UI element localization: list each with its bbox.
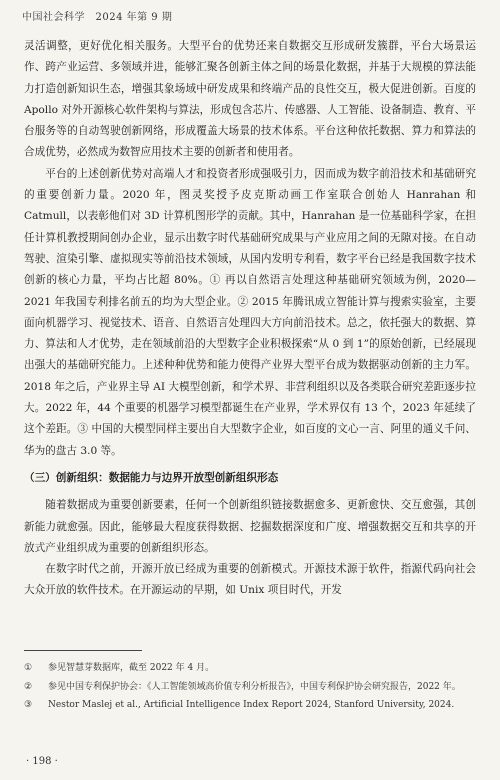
footnote [24, 679, 476, 696]
section-heading: （三）创新组织：数据能力与边界开放型创新组织形态 [24, 471, 279, 484]
footnotes [24, 660, 476, 716]
footnote-marker: ② [24, 681, 33, 692]
footnote-marker: ① [24, 663, 33, 673]
page-number: · 198 · [26, 756, 58, 767]
footnote-text: Nestor Maslej et al., Artificial Intelligence Index Report 2024, Stanford University, 2024. [48, 700, 455, 710]
footnote [24, 660, 476, 677]
paragraph: 平台的上述创新优势对高端人才和投资者形成强吸引力，因而成为数字前沿技术和基础研究的重要创新力量。2020 年，图灵奖授予皮克斯动画工作室联合创始人 Hanrahan 和 Catmull，以表彰他们对 3D 计算机图形学的贡献。其中，Hanrahan 是一位基础科学家，在担任计算机教授期间创办企业，显示出数字时代基础研究成果与产业应用之间的无隙对接。在自动驾驶、渲染引擎、虚拟现实等前沿技术领域，从国内发明专利看，数字平台已经是我国数字技术创新的核心力量，平均占比超 80%。① 再以自然语言处理这种基础研究领域为例，2020—2021 年我国专利排名前五的均为大型企业。② 2015 年腾讯成立智能计算与搜索实验室，主要面向机器学习、视觉技术、语音、自然语言处理四大方向前沿技术。总之，依托强大的数据、算力、算法和人才优势，走在领域前沿的大型数字企业积极探索“从 0 到 1”的原始创新，已经展现出强大的基础研究能力。上述种种优势和能力使得产业界大型平台成为数据驱动创新的主力军。2018 年之后，产业界主导 AI 大模型创新，和学术界、非营利组织以及各类联合研究差距逐步拉大。2022 年，44 个重要的机器学习模型都诞生在产业界，学术界仅有 13 个，2023 年延续了这个差距。③ 中国的大模型同样主要出自大型数字企业，如百度的文心一言、阿里的通义千问、华为的盘古 3.0 等。 [24, 167, 476, 457]
footnote-text: 参见中国专利保护协会：《人工智能领域高价值专利分析报告》，中国专利保护协会研究报告，2022 年。 [48, 681, 461, 692]
footnote-text: 参见智慧芽数据库，截至 2022 年 4 月。 [48, 663, 215, 673]
paragraph: 在数字时代之前，开源开放已经成为重要的创新模式。开源技术源于软件，指源代码向社会大众开放的软件技术。在开源运动的早期，如 Unix 项目时代，开发 [24, 563, 476, 597]
body-text [24, 36, 476, 602]
footnote [24, 697, 476, 714]
running-header: 中国社会科学 2024 年第 9 期 [22, 12, 173, 23]
paragraph: 灵活调整，更好优化相关服务。大型平台的优势还来自数据交互形成研发簇群，平台大场景运作、跨产业运营、多领域并进，能够汇聚各创新主体之间的场景化数据，并基于大规模的算法能力打造创新知识生态，增强其象场域中研发成果和终端产品的良性交互，极大促进创新。百度的 Apollo 对外开源核心软件架构与算法，形成包含芯片、传感器、人工智能、设备制造、教育、平台服务等的自动驾驶创新网络，形成覆盖大场景的技术体系。平台这种依托数据、算力和算法的合成优势，必然成为数智应用技术主要的创新者和使用者。 [24, 40, 476, 159]
paragraph: 随着数据成为重要创新要素，任何一个创新组织链接数据愈多、更新愈快、交互愈强，其创新能力就愈强。因此，能够最大程度获得数据、挖掘数据深度和广度、增强数据交互和共享的开放式产业组织成为重要的创新组织形态。 [24, 499, 476, 554]
footnote-divider [24, 650, 142, 651]
footnote-marker: ③ [24, 700, 33, 710]
